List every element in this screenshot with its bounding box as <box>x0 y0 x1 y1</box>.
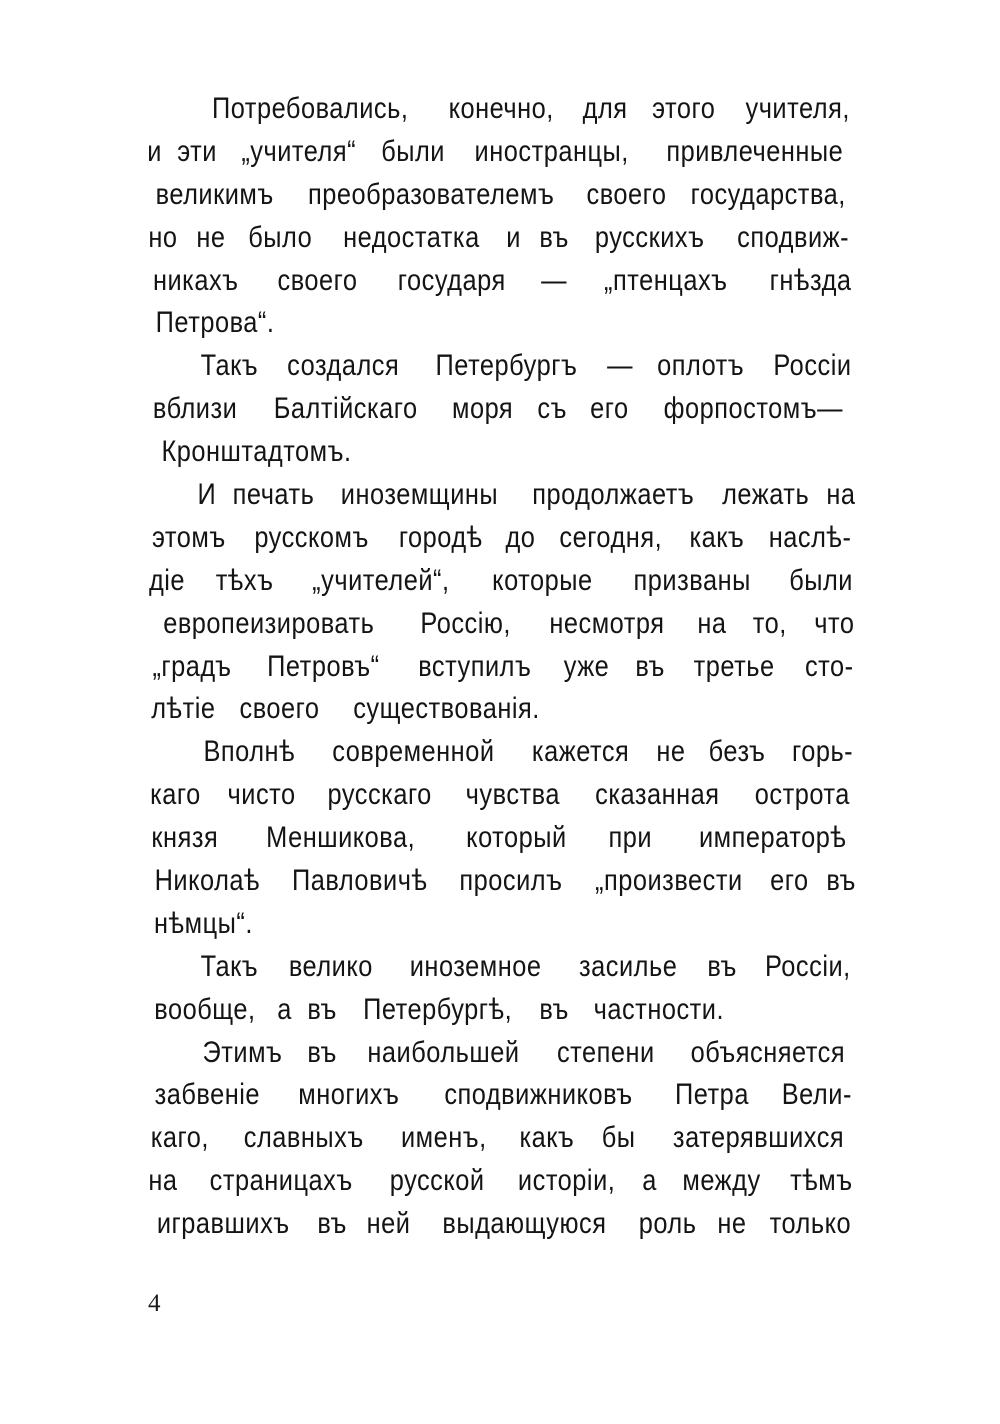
word: Петербургъ <box>435 349 578 383</box>
word: тѣмъ <box>790 1164 853 1198</box>
word: а <box>276 992 292 1026</box>
word: русской <box>389 1164 485 1198</box>
word: бы <box>601 1121 636 1155</box>
text-line <box>146 946 858 989</box>
word: съ <box>537 392 568 426</box>
word: объясняется <box>690 1035 846 1069</box>
word: учителя, <box>745 92 850 125</box>
word: печать <box>232 478 314 512</box>
word: иноземное <box>409 949 542 983</box>
word: сказанная <box>595 778 720 812</box>
word: русскаго <box>327 778 432 812</box>
word: иноземщины <box>341 478 499 512</box>
text-line <box>146 903 858 946</box>
word: Петра <box>675 1078 750 1112</box>
word: никахъ <box>152 263 239 297</box>
word: русскихъ <box>594 220 705 254</box>
text-line <box>146 131 858 174</box>
word: его <box>769 864 809 898</box>
word: но <box>148 220 178 254</box>
word: Россіи, <box>765 949 851 983</box>
word: „произвести <box>594 864 743 898</box>
word: продолжаетъ <box>532 478 695 512</box>
word: нѣмцы“. <box>154 906 253 940</box>
page-number: 4 <box>148 1290 161 1317</box>
text-line <box>146 431 858 474</box>
word: Россіи <box>773 349 852 383</box>
text-line <box>146 345 858 388</box>
word: на <box>826 478 856 512</box>
word: этого <box>652 92 716 125</box>
word: который <box>466 821 567 855</box>
word: которые <box>492 563 593 597</box>
word: степени <box>556 1035 655 1069</box>
word: третье <box>693 649 775 683</box>
text-line <box>146 646 858 689</box>
word: государства, <box>690 177 846 211</box>
word: при <box>608 821 653 855</box>
word: для <box>582 92 628 125</box>
text-line <box>146 517 858 560</box>
word: сподвижниковъ <box>444 1078 633 1112</box>
word: „учителей“, <box>312 563 450 597</box>
word: и <box>147 134 162 168</box>
word: — <box>541 263 568 297</box>
word: въ <box>826 864 856 898</box>
text-line <box>146 388 858 431</box>
word: несмотря <box>549 606 665 640</box>
text-line <box>146 217 858 260</box>
word: не <box>196 220 226 254</box>
word: великимъ <box>155 177 274 211</box>
word: лежать <box>722 478 810 512</box>
word: что <box>814 606 855 640</box>
word: эти <box>177 134 218 168</box>
word: не <box>656 735 686 769</box>
word: діе <box>148 563 186 597</box>
word: императорѣ <box>698 821 846 855</box>
word: Меншикова, <box>266 821 416 855</box>
word: сто- <box>805 649 854 683</box>
word: „птенцахъ <box>604 263 728 297</box>
word: И <box>197 478 217 512</box>
word: страницахъ <box>209 1164 353 1198</box>
text-line <box>146 1160 858 1203</box>
text-line <box>146 174 858 217</box>
word: лѣтіе <box>151 692 216 726</box>
word: ней <box>366 1207 411 1241</box>
word: — <box>606 349 633 383</box>
text-line <box>146 88 858 131</box>
word: безъ <box>708 735 766 769</box>
word: сподвиж- <box>736 220 849 254</box>
word: въ <box>307 1035 337 1069</box>
word: были <box>381 134 446 168</box>
word: и <box>506 220 522 254</box>
word: Вполнѣ <box>203 735 296 769</box>
word: городѣ <box>398 520 483 554</box>
word: наслѣ- <box>768 520 852 554</box>
word: наибольшей <box>367 1035 521 1069</box>
word: чисто <box>227 778 297 812</box>
text-line <box>146 302 858 345</box>
word: государя <box>397 263 506 297</box>
text-line <box>146 1117 858 1160</box>
word: частности. <box>593 992 724 1026</box>
word: какъ <box>689 520 744 554</box>
word: забвеніе <box>154 1078 261 1112</box>
word: чувства <box>465 778 560 812</box>
word: каго <box>150 778 201 812</box>
word: европеизировать <box>163 606 375 640</box>
word: на <box>148 1164 178 1198</box>
word: Такъ <box>200 949 259 983</box>
word: Петровъ“ <box>267 649 380 683</box>
word: этомъ <box>152 520 226 554</box>
word: Балтійскаго <box>273 392 418 426</box>
body-text <box>146 88 858 1246</box>
word: Вели- <box>782 1078 853 1112</box>
word: Россію, <box>420 606 511 640</box>
word: моря <box>451 392 513 426</box>
word: игравшихъ <box>156 1207 290 1241</box>
text-line <box>146 1074 858 1117</box>
word: „учителя“ <box>241 134 356 168</box>
word: въ <box>707 949 737 983</box>
word: въ <box>635 649 665 683</box>
word: засилье <box>579 949 678 983</box>
word: современной <box>332 735 495 769</box>
word: въ <box>539 220 569 254</box>
text-line <box>146 860 858 903</box>
word: въ <box>317 1207 347 1241</box>
word: до <box>505 520 536 554</box>
word: въ <box>538 992 569 1026</box>
word: тѣхъ <box>215 563 274 597</box>
word: какъ <box>519 1121 574 1155</box>
text-line <box>146 688 858 731</box>
word: Кронштадтомъ. <box>161 435 352 469</box>
word: велико <box>288 949 373 983</box>
word: преобразователемъ <box>308 177 555 211</box>
text-line <box>146 474 858 517</box>
text-line <box>146 989 858 1032</box>
text-line <box>146 603 858 646</box>
word: Николаѣ <box>154 864 261 898</box>
word: Петербургѣ, <box>363 992 513 1026</box>
word: славныхъ <box>244 1121 365 1155</box>
word: было <box>248 220 313 254</box>
word: создался <box>287 349 400 383</box>
word: между <box>682 1164 761 1198</box>
word: „градъ <box>152 649 232 683</box>
word: кажется <box>532 735 630 769</box>
word: иностранцы, <box>474 134 629 168</box>
text-line <box>146 817 858 860</box>
word: вступилъ <box>417 649 531 683</box>
word: острота <box>755 778 851 812</box>
word: оплотъ <box>657 349 745 383</box>
word: не <box>717 1207 747 1241</box>
word: уже <box>563 649 610 683</box>
word: на <box>697 606 727 640</box>
word: то, <box>752 606 788 640</box>
word: выдающуюся <box>441 1207 607 1241</box>
word: вообще, <box>154 992 256 1026</box>
word: существованія. <box>352 692 540 726</box>
word: въ <box>307 992 337 1026</box>
text-line <box>146 731 858 774</box>
word: сегодня, <box>559 520 663 554</box>
word: именъ, <box>401 1121 488 1155</box>
word: горь- <box>791 735 854 769</box>
word: просилъ <box>459 864 563 898</box>
word: гнѣзда <box>769 263 852 297</box>
word: а <box>642 1164 658 1198</box>
word: каго, <box>150 1121 209 1155</box>
word: затерявшихся <box>672 1121 845 1155</box>
text-line <box>146 774 858 817</box>
text-line <box>146 1203 858 1246</box>
word: были <box>788 563 853 597</box>
word: своего <box>239 692 320 726</box>
word: вблизи <box>152 392 238 426</box>
word: Потребовались, <box>211 92 409 125</box>
text-line <box>146 1032 858 1075</box>
word: Этимъ <box>202 1035 283 1069</box>
text-line <box>146 560 858 603</box>
word: Такъ <box>200 349 259 383</box>
word: только <box>769 1207 852 1241</box>
word: конечно, <box>448 92 555 125</box>
word: Петрова“. <box>155 306 275 340</box>
word: привлеченные <box>666 134 844 168</box>
word: русскомъ <box>254 520 370 554</box>
word: его <box>590 392 629 426</box>
word: призваны <box>633 563 752 597</box>
word: форпостомъ— <box>663 392 844 426</box>
word: роль <box>638 1207 697 1241</box>
word: своего <box>586 177 667 211</box>
word: князя <box>151 821 219 855</box>
text-line <box>146 260 858 303</box>
word: многихъ <box>298 1078 400 1112</box>
word: недостатка <box>343 220 480 254</box>
word: исторіи, <box>518 1164 616 1198</box>
word: своего <box>277 263 358 297</box>
word: Павловичѣ <box>291 864 428 898</box>
